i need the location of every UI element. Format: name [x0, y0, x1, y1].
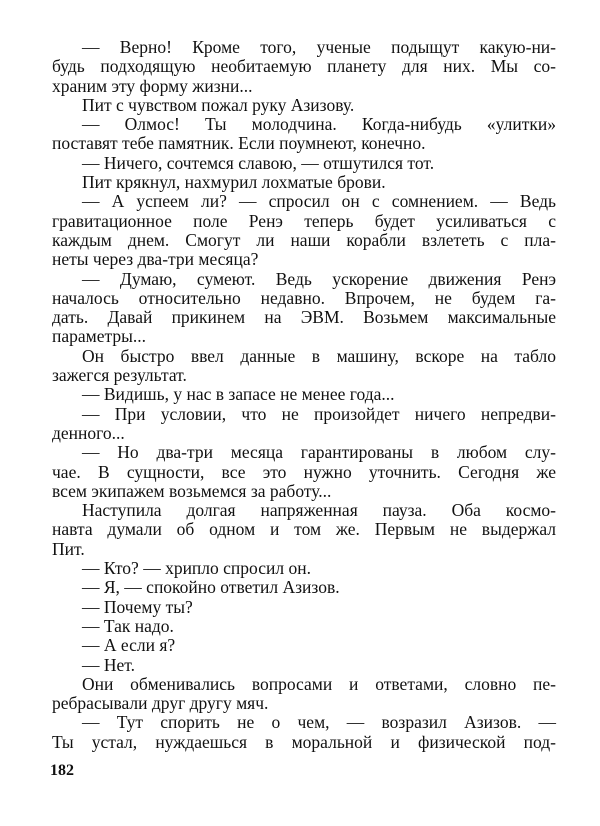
- text-line: навта думали об одном и том же. Первым не выдержал: [52, 519, 556, 540]
- text-line: неты через два-три месяца?: [52, 249, 259, 270]
- text-line: — Почему ты?: [82, 596, 193, 617]
- text-line: параметры...: [52, 326, 146, 347]
- text-line: — Верно! Кроме того, ученые подыщут какую-ни-: [82, 37, 556, 57]
- text-line: чае. В сущности, все это нужно уточнить. Сегодня же: [52, 461, 556, 482]
- text-line: Пит с чувством пожал руку Азизову.: [82, 94, 355, 115]
- text-line: дать. Давай прикинем на ЭВМ. Возьмем максимальные: [52, 307, 556, 328]
- text-line: — А если я?: [82, 635, 176, 656]
- page-body-text: [52, 38, 556, 752]
- text-line: ребрасывали друг другу мяч.: [52, 693, 269, 714]
- text-line: гравитационное поле Ренэ теперь будет усиливаться с: [52, 210, 556, 231]
- text-line: — Видишь, у нас в запасе не менее года...: [82, 384, 395, 405]
- text-line: зажегся результат.: [52, 365, 187, 386]
- text-line: — При условии, что не произойдет ничего непредви-: [82, 403, 556, 424]
- text-line: — А успеем ли? — спросил он с сомнением. — Ведь: [82, 191, 556, 212]
- text-line: — Нет.: [82, 654, 135, 675]
- text-line: Наступила долгая напряженная пауза. Оба космо-: [82, 500, 556, 521]
- text-line: Пит.: [52, 538, 85, 559]
- text-line: — Я, — спокойно ответил Азизов.: [82, 577, 340, 598]
- text-line: Ты устал, нуждаешься в моральной и физической под-: [52, 731, 556, 752]
- text-line: храним эту форму жизни...: [52, 75, 253, 96]
- text-line: Они обменивались вопросами и ответами, словно пе-: [82, 673, 556, 694]
- text-line: — Тут спорить не о чем, — возразил Азизов. —: [82, 712, 556, 733]
- text-line: — Думаю, сумеют. Ведь ускорение движения Ренэ: [82, 268, 556, 289]
- text-line: — Так надо.: [82, 615, 174, 636]
- text-line: денного...: [52, 422, 125, 443]
- text-line: каждым днем. Смогут ли наши корабли взлететь с пла-: [52, 229, 556, 250]
- text-line: — Но два-три месяца гарантированы в любом слу-: [82, 442, 556, 463]
- text-line: — Кто? — хрипло спросил он.: [82, 558, 311, 579]
- text-line: поставят тебе памятник. Если поумнеют, конечно.: [52, 133, 426, 154]
- text-line: будь подходящую необитаемую планету для них. Мы со-: [52, 56, 556, 77]
- text-line: — Ничего, сочтемся славою, — отшутился тот.: [82, 152, 435, 173]
- page-number: 182: [50, 762, 74, 779]
- text-line: Пит крякнул, нахмурил лохматые брови.: [82, 172, 386, 193]
- text-line: всем экипажем возьмемся за работу...: [52, 480, 332, 501]
- text-line: началось относительно недавно. Впрочем, не будем га-: [52, 287, 556, 308]
- text-line: Он быстро ввел данные в машину, вскоре на табло: [82, 345, 556, 366]
- text-line: — Олмос! Ты молодчина. Когда-нибудь «улитки»: [82, 114, 556, 135]
